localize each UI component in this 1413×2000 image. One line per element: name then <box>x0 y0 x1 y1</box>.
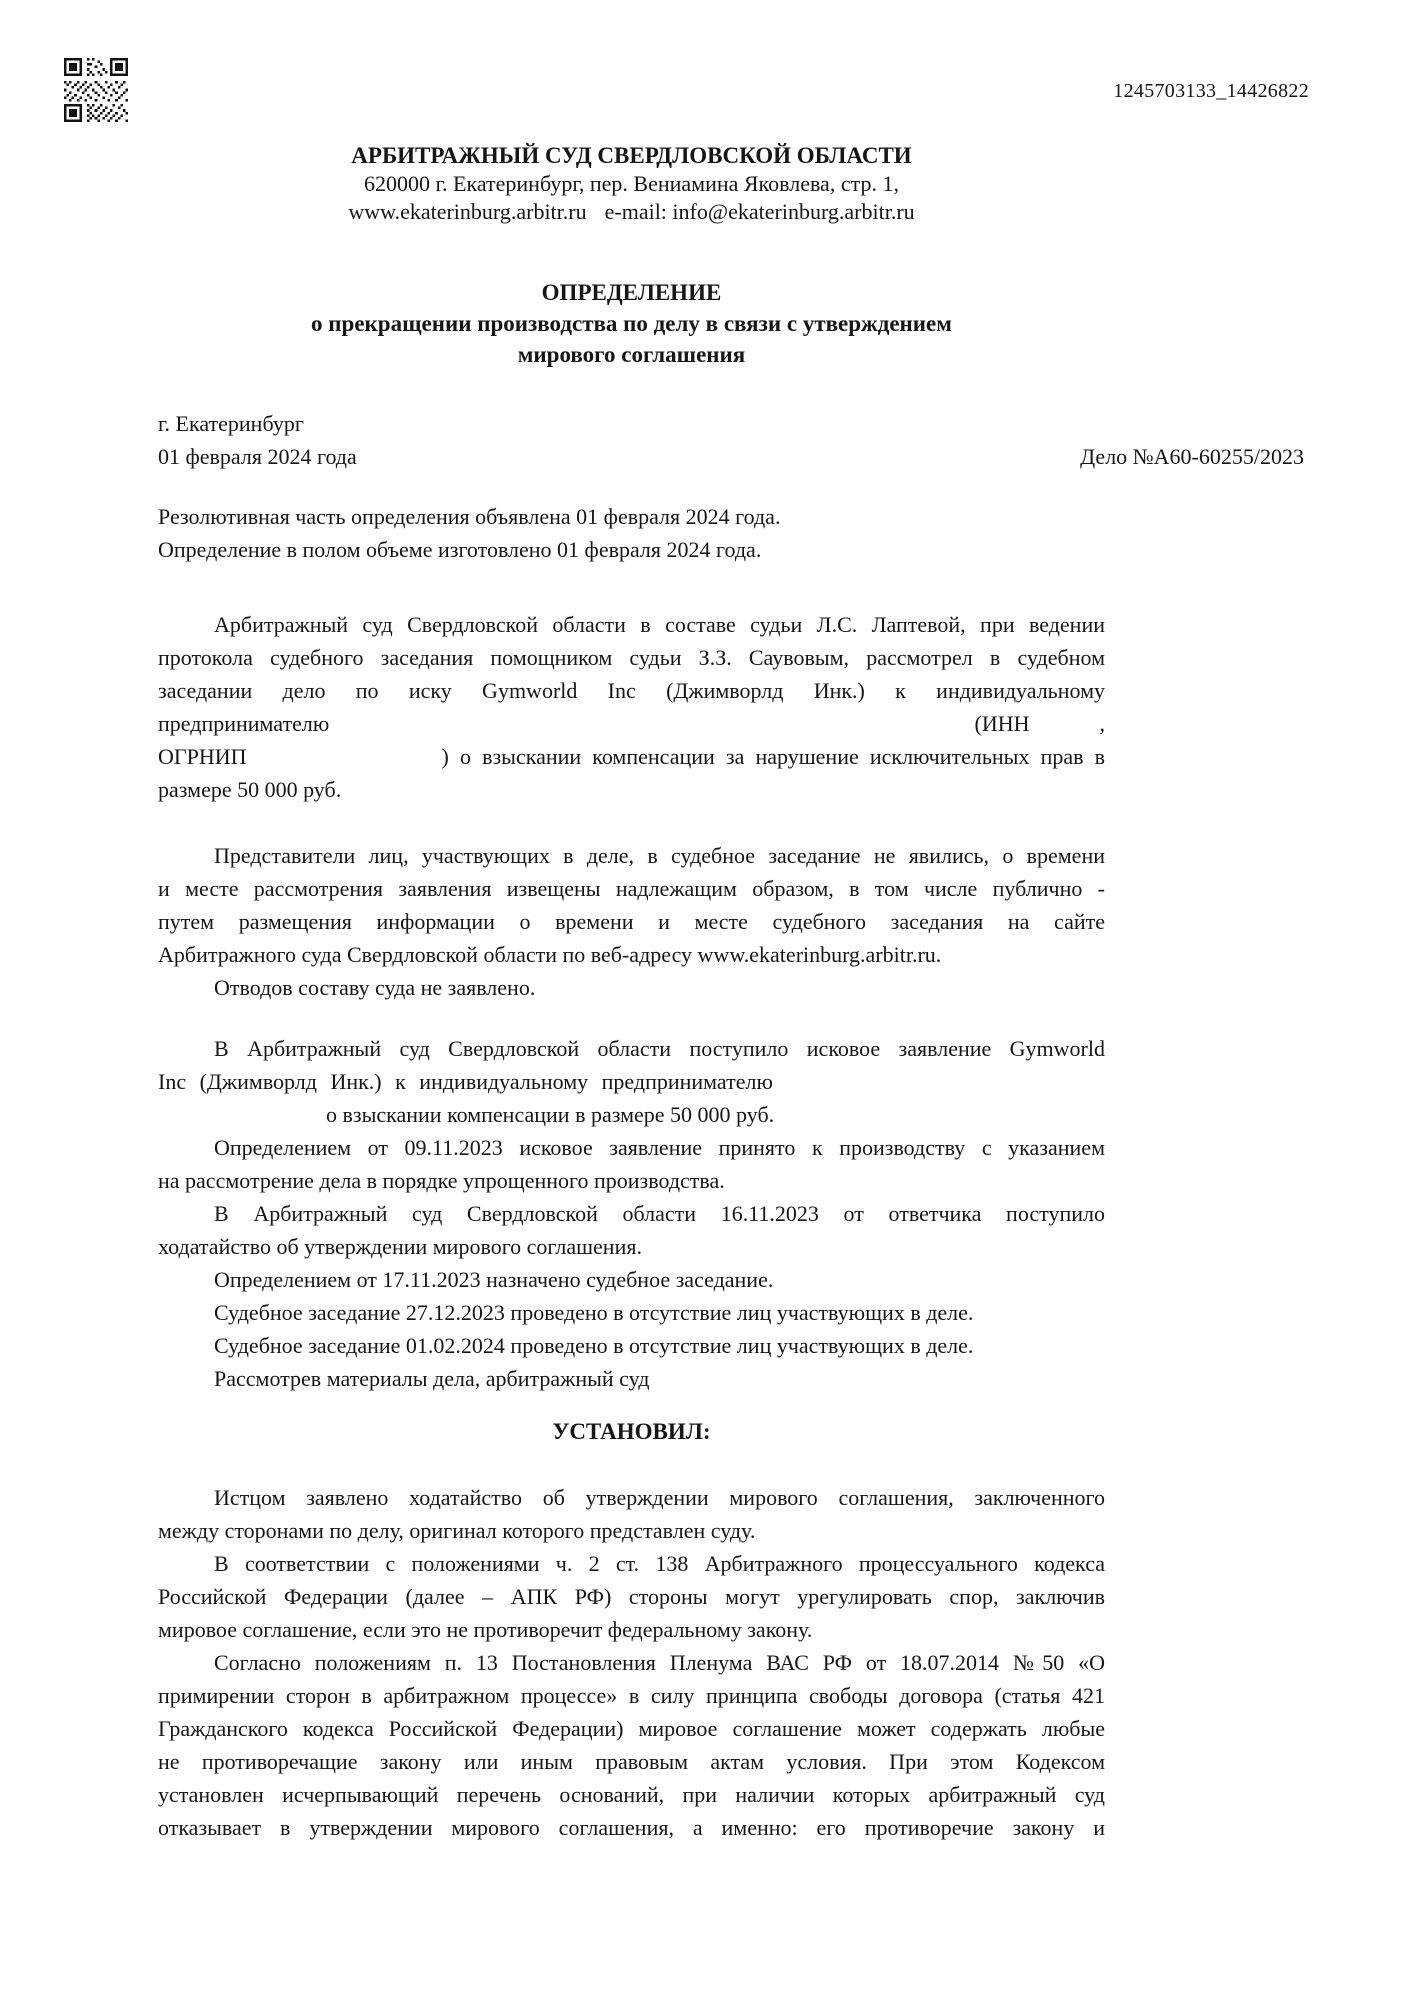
text-line-redacted <box>158 707 1105 740</box>
para-composition <box>158 608 1105 806</box>
text-line: В Арбитражный суд Свердловской области поступило исковое заявление Gymworld <box>214 1036 1105 1061</box>
text-line: на рассмотрение дела в порядке упрощенного производства. <box>158 1168 725 1193</box>
text-line: Российской Федерации (далее – АПК РФ) стороны могут урегулировать спор, заключив <box>158 1584 1105 1609</box>
text-line: Гражданского кодекса Российской Федерации) мировое соглашение может содержать любые <box>158 1716 1105 1741</box>
text-line: путем размещения информации о времени и месте судебного заседания на сайте <box>158 909 1105 934</box>
text-line: В соответствии с положениями ч. 2 ст. 138 Арбитражного процессуального кодекса <box>214 1551 1105 1576</box>
text-line: Арбитражный суд Свердловской области в составе судьи Л.С. Лаптевой, при ведении <box>214 612 1105 637</box>
para-attendance <box>158 839 1105 1004</box>
city: г. Екатеринбург <box>158 411 304 436</box>
text-line: Определение в полом объеме изготовлено 01 февраля 2024 года. <box>158 537 762 562</box>
document-subtitle-line1: о прекращении производства по делу в связи с утверждением <box>311 311 952 336</box>
text-line: о взыскании компенсации в размере 50 000 руб. <box>326 1102 775 1127</box>
text-line: Согласно положениям п. 13 Постановления Пленума ВАС РФ от 18.07.2014 №50 «О <box>214 1650 1105 1675</box>
document-id: 1245703133_14426822 <box>1113 80 1309 102</box>
para-filing <box>158 1032 1105 1395</box>
decision-date: 01 февраля 2024 года <box>158 444 357 469</box>
text-line: Арбитражного суда Свердловской области по веб-адресу www.ekaterinburg.arbitr.ru. <box>158 942 942 967</box>
text-line: Рассмотрев материалы дела, арбитражный суд <box>214 1366 650 1391</box>
document-subtitle-line2: мирового соглашения <box>517 342 746 367</box>
text-line: протокола судебного заседания помощником судьи З.З. Саувовым, рассмотрел в судебном <box>158 645 1105 670</box>
court-website: www.ekaterinburg.arbitr.ru <box>348 199 587 224</box>
text-line: Отводов составу суда не заявлено. <box>214 975 536 1000</box>
text-line: Определением от 09.11.2023 исковое заявление принято к производству с указанием <box>214 1135 1105 1160</box>
court-address: 620000 г. Екатеринбург, пер. Вениамина Яковлева, стр. 1, <box>364 171 899 196</box>
case-number: Дело №А60-60255/2023 <box>1080 444 1304 469</box>
text-line: Определением от 17.11.2023 назначено судебное заседание. <box>214 1267 774 1292</box>
document-title-block <box>158 277 1105 370</box>
text-line: между сторонами по делу, оригинал которого представлен суду. <box>158 1518 756 1543</box>
text-segment: ) о взыскании компенсации за нарушение исключительных прав в <box>441 744 1105 769</box>
text-line: примирении сторон в арбитражном процессе» в силу принципа свободы договора (статья 421 <box>158 1683 1105 1708</box>
text-line: установлен исчерпывающий перечень оснований, при наличии которых арбитражный суд <box>158 1782 1105 1807</box>
text-line: ходатайство об утверждении мирового соглашения. <box>158 1234 642 1259</box>
text-segment: (ИНН <box>974 711 1030 736</box>
text-line: Судебное заседание 01.02.2024 проведено в отсутствие лиц участвующих в деле. <box>214 1333 974 1358</box>
text-line: мировое соглашение, если это не противоречит федеральному закону. <box>158 1617 813 1642</box>
court-header <box>158 142 1105 226</box>
court-contacts <box>158 198 1105 226</box>
text-line: заседании дело по иску Gymworld Inc (Джимворлд Инк.) к индивидуальному <box>158 678 1105 703</box>
text-line: отказывает в утверждении мирового соглашения, а именно: его противоречие закону и <box>158 1815 1105 1840</box>
text-segment: , <box>1099 711 1105 736</box>
text-line: Истцом заявлено ходатайство об утверждении мирового соглашения, заключенного <box>214 1485 1105 1510</box>
text-line: Представители лиц, участвующих в деле, в судебное заседание не явились, о времени <box>214 843 1105 868</box>
text-line: размере 50 000 руб. <box>158 777 342 802</box>
para-established <box>158 1481 1105 1844</box>
text-line-redacted <box>158 1065 1105 1098</box>
text-line: Судебное заседание 27.12.2023 проведено в отсутствие лиц участвующих в деле. <box>214 1300 974 1325</box>
court-email: e-mail: info@ekaterinburg.arbitr.ru <box>604 199 915 224</box>
text-line: и месте рассмотрения заявления извещены надлежащим образом, в том числе публично - <box>158 876 1105 901</box>
text-line-redacted <box>158 740 1105 773</box>
established-heading: УСТАНОВИЛ: <box>552 1419 711 1444</box>
text-segment: предпринимателю <box>158 711 330 736</box>
para-resolutive <box>158 500 1105 566</box>
text-line: не противоречащие закону или иным правовым актам условия. При этом Кодексом <box>158 1749 1105 1774</box>
text-segment: ОГРНИП <box>158 744 247 769</box>
case-meta <box>158 407 1304 473</box>
court-name: АРБИТРАЖНЫЙ СУД СВЕРДЛОВСКОЙ ОБЛАСТИ <box>351 143 912 168</box>
qr-code-icon <box>64 56 128 124</box>
text-line: В Арбитражный суд Свердловской области 16.11.2023 от ответчика поступило <box>214 1201 1105 1226</box>
text-segment: Inc (Джимворлд Инк.) к индивидуальному предпринимателю <box>158 1069 773 1094</box>
text-line: Резолютивная часть определения объявлена 01 февраля 2024 года. <box>158 504 781 529</box>
document-title: ОПРЕДЕЛЕНИЕ <box>541 280 722 305</box>
